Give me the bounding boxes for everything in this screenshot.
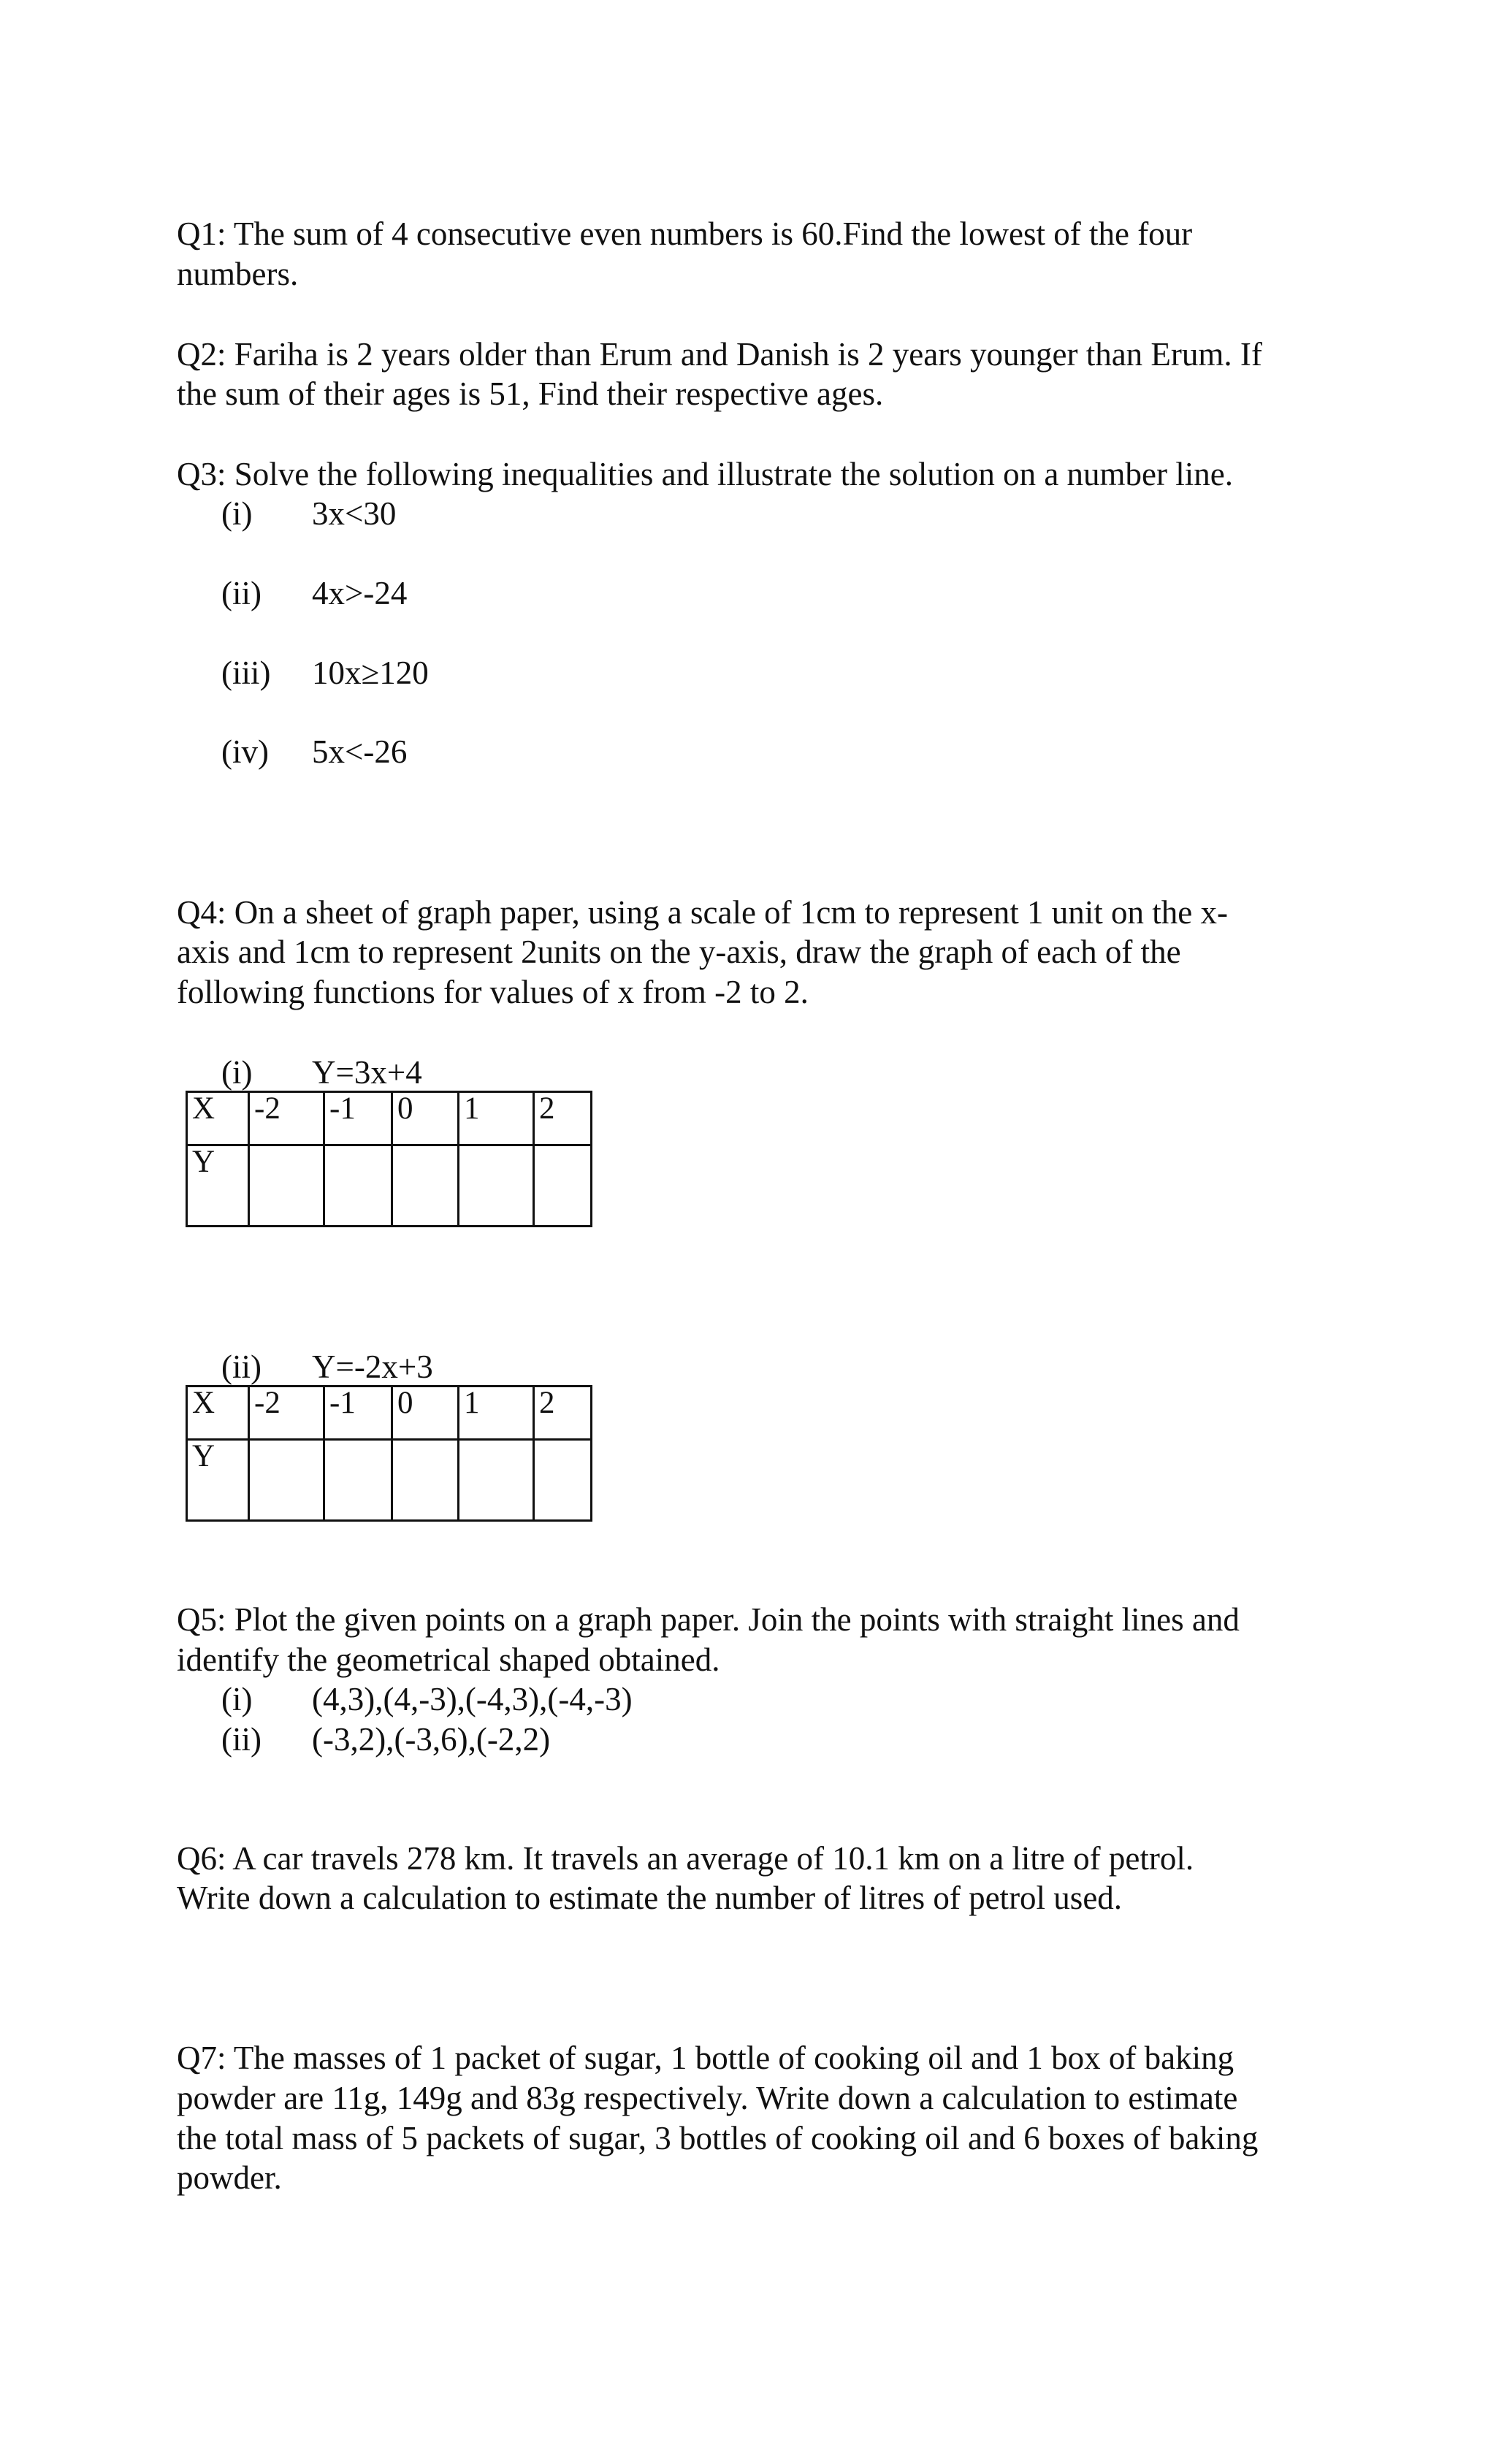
q4-line-2: axis and 1cm to represent 2units on the y-axis, draw the graph of each of the: [177, 934, 1181, 970]
table-row: [187, 1387, 592, 1440]
table-row: [187, 1145, 592, 1227]
q5-part-ii-expr: (-3,2),(-3,6),(-2,2): [312, 1721, 551, 1758]
y-value-cell[interactable]: [459, 1440, 534, 1521]
q5-line-2: identify the geometrical shaped obtained.: [177, 1641, 720, 1678]
q4-part-ii-expr: Y=-2x+3: [312, 1349, 433, 1385]
q3-part-iii-label: (iii): [221, 655, 271, 691]
q3-part-ii-expr: 4x>-24: [312, 575, 408, 611]
x-header-cell: X: [187, 1387, 249, 1440]
y-value-cell[interactable]: [459, 1145, 534, 1227]
x-value-cell: -1: [324, 1092, 392, 1145]
q6-line-1: Q6: A car travels 278 km. It travels an average of 10.1 km on a litre of petrol.: [177, 1840, 1194, 1877]
q4-part-i-label: (i): [221, 1054, 253, 1091]
q4-line-1: Q4: On a sheet of graph paper, using a scale of 1cm to represent 1 unit on the x-: [177, 894, 1229, 931]
q7-line-1: Q7: The masses of 1 packet of sugar, 1 bottle of cooking oil and 1 box of baking: [177, 2040, 1234, 2076]
q3-part-i-expr: 3x<30: [312, 495, 397, 532]
q5-part-i-label: (i): [221, 1681, 253, 1717]
q3-part-ii-label: (ii): [221, 575, 262, 611]
x-value-cell: 1: [459, 1092, 534, 1145]
table-row: [187, 1092, 592, 1145]
q4-part-ii-label: (ii): [221, 1349, 262, 1385]
q2-line-2: the sum of their ages is 51, Find their respective ages.: [177, 375, 884, 412]
q7-line-4: powder.: [177, 2159, 282, 2196]
q1-line-1: Q1: The sum of 4 consecutive even numbers is 60.Find the lowest of the four: [177, 215, 1193, 252]
q3-part-iv-label: (iv): [221, 733, 269, 770]
q4-part-i-expr: Y=3x+4: [312, 1054, 422, 1091]
y-value-cell[interactable]: [534, 1145, 592, 1227]
x-value-cell: 2: [534, 1387, 592, 1440]
q6-line-2: Write down a calculation to estimate the number of litres of petrol used.: [177, 1880, 1123, 1916]
q7-line-3: the total mass of 5 packets of sugar, 3 bottles of cooking oil and 6 boxes of baking: [177, 2120, 1259, 2156]
q4-part-ii-value-table: [186, 1385, 592, 1522]
x-value-cell: -2: [249, 1387, 324, 1440]
y-value-cell[interactable]: [392, 1440, 459, 1521]
y-value-cell[interactable]: [392, 1145, 459, 1227]
y-header-cell: Y: [187, 1145, 249, 1227]
q5-part-ii-label: (ii): [221, 1721, 262, 1758]
y-header-cell: Y: [187, 1440, 249, 1521]
x-value-cell: -1: [324, 1387, 392, 1440]
x-value-cell: -2: [249, 1092, 324, 1145]
q3-part-iv-expr: 5x<-26: [312, 733, 408, 770]
x-value-cell: 1: [459, 1387, 534, 1440]
q1-line-2: numbers.: [177, 256, 299, 292]
x-header-cell: X: [187, 1092, 249, 1145]
q4-part-i-value-table: [186, 1091, 592, 1227]
q3-part-i-label: (i): [221, 495, 253, 532]
q3-line-1: Q3: Solve the following inequalities and illustrate the solution on a number line.: [177, 456, 1233, 492]
y-value-cell[interactable]: [324, 1145, 392, 1227]
q5-line-1: Q5: Plot the given points on a graph paper. Join the points with straight lines and: [177, 1601, 1240, 1638]
x-value-cell: 0: [392, 1387, 459, 1440]
q3-part-iii-expr: 10x≥120: [312, 655, 429, 691]
q4-line-3: following functions for values of x from -2 to 2.: [177, 974, 809, 1010]
y-value-cell[interactable]: [324, 1440, 392, 1521]
table-row: [187, 1440, 592, 1521]
q2-line-1: Q2: Fariha is 2 years older than Erum and Danish is 2 years younger than Erum. If: [177, 336, 1262, 373]
x-value-cell: 2: [534, 1092, 592, 1145]
y-value-cell[interactable]: [249, 1440, 324, 1521]
q5-part-i-expr: (4,3),(4,-3),(-4,3),(-4,-3): [312, 1681, 633, 1717]
q7-line-2: powder are 11g, 149g and 83g respectively. Write down a calculation to estimate: [177, 2080, 1238, 2116]
y-value-cell[interactable]: [534, 1440, 592, 1521]
x-value-cell: 0: [392, 1092, 459, 1145]
y-value-cell[interactable]: [249, 1145, 324, 1227]
